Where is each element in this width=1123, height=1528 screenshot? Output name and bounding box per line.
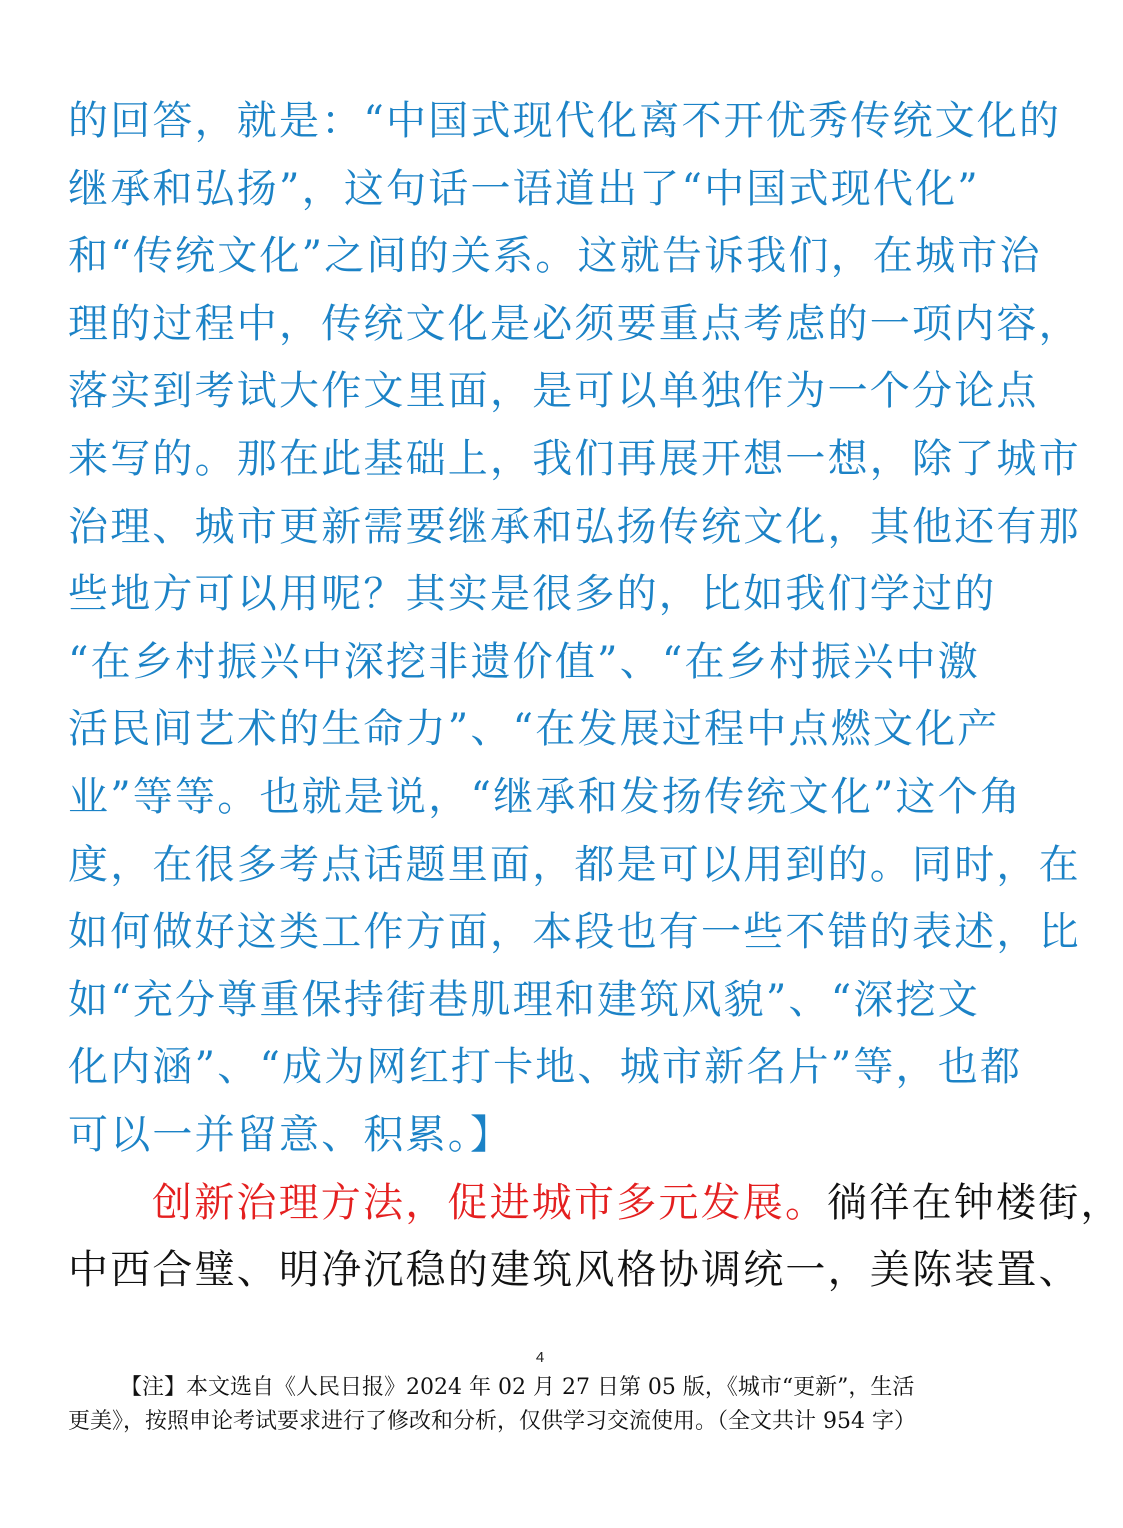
section-paragraph-first-line: [68, 1170, 1123, 1238]
section-text: 徜徉在钟楼街，: [827, 1179, 1123, 1226]
body-line: 可以一并留意、积累。】: [68, 1111, 513, 1158]
section-heading: 创新治理方法，促进城市多元发展。: [152, 1179, 828, 1226]
body-line: 落实到考试大作文里面，是可以单独作为一个分论点: [68, 368, 1039, 415]
body-line: 治理、城市更新需要继承和弘扬传统文化，其他还有那: [68, 503, 1081, 550]
body-line: 理的过程中，传统文化是必须要重点考虑的一项内容，: [68, 300, 1081, 347]
body-line: 来写的。那在此基础上，我们再展开想一想，除了城市: [68, 435, 1081, 482]
body-line: “在乡村振兴中深挖非遗价值”、“在乡村振兴中激: [68, 638, 980, 685]
body-text: [68, 88, 1123, 1305]
body-line: 如“充分尊重保持街巷肌理和建筑风貌”、“深挖文: [68, 976, 980, 1023]
section-text-line: 中西合璧、明净沉稳的建筑风格协调统一，美陈装置、: [68, 1247, 1081, 1294]
body-line: 如何做好这类工作方面，本段也有一些不错的表述，比: [68, 909, 1081, 956]
body-line: 的回答，就是：“中国式现代化离不开优秀传统文化的: [68, 98, 1062, 144]
page-number: 4: [535, 1349, 545, 1366]
body-line: 活民间艺术的生命力”、“在发展过程中点燃文化产: [68, 706, 1000, 753]
footnote-line: 更美》，按照申论考试要求进行了修改和分析，仅供学习交流使用。（全文共计 954 字）: [68, 1409, 916, 1434]
body-line: 些地方可以用呢？其实是很多的，比如我们学过的: [68, 571, 997, 618]
body-line: 业”等等。也就是说，“继承和发扬传统文化”这个角: [68, 773, 1023, 820]
body-line: 和“传统文化”之间的关系。这就告诉我们，在城市治: [68, 233, 1042, 280]
body-line: 度，在很多考点话题里面，都是可以用到的。同时，在: [68, 841, 1081, 888]
body-line: 化内涵”、“成为网红打卡地、城市新名片”等，也都: [68, 1044, 1023, 1091]
footnote: [68, 1371, 1018, 1439]
body-line: 继承和弘扬”，这句话一语道出了“中国式现代化”: [68, 165, 980, 212]
footnote-line: 【注】本文选自《人民日报》2024 年 02 月 27 日第 05 版，《城市“更新”，生活: [120, 1375, 915, 1400]
